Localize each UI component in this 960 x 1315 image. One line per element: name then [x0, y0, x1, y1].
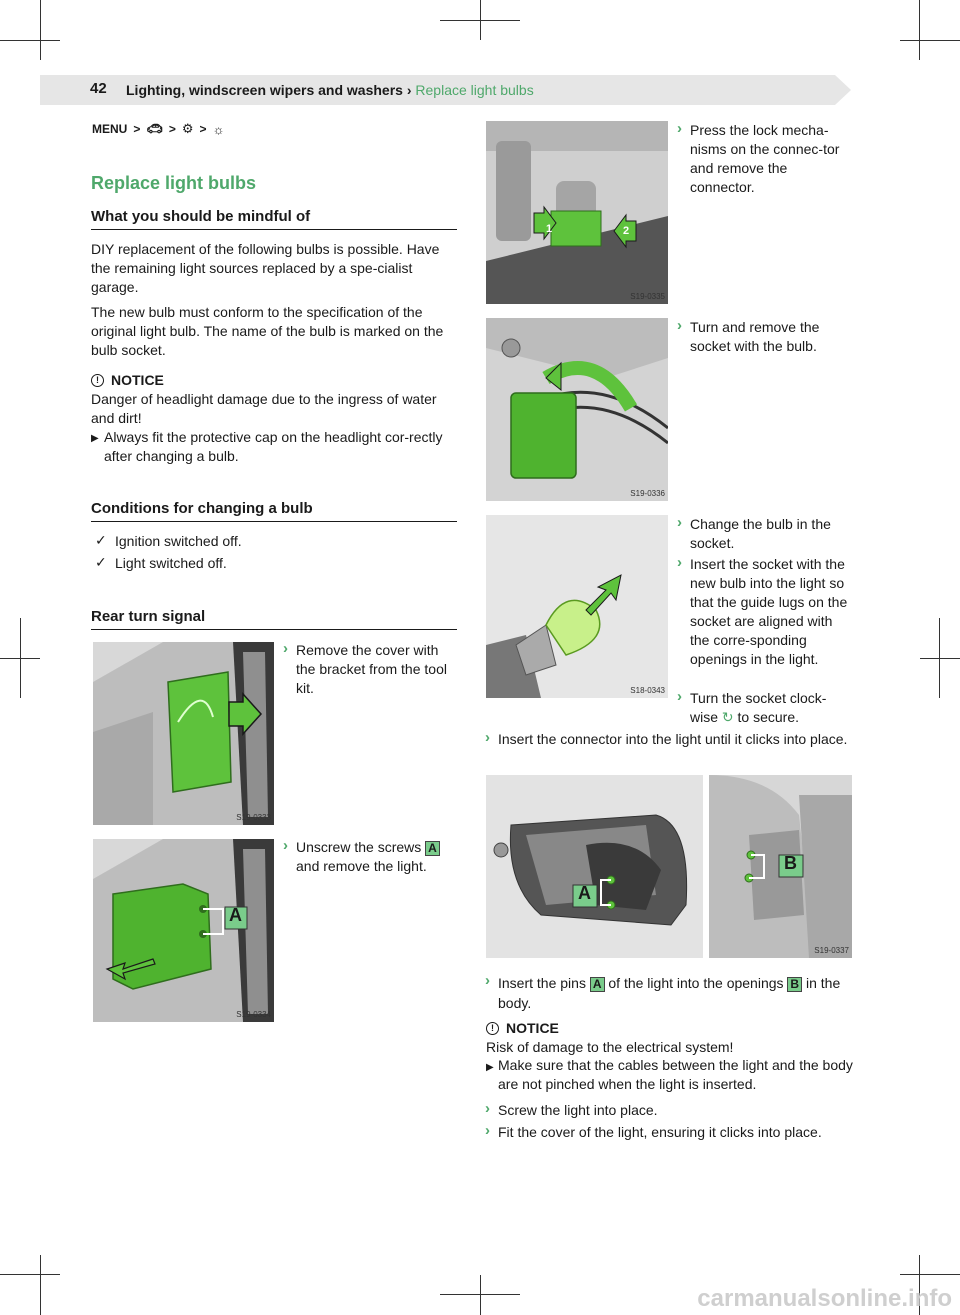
light-icon[interactable]: ☼	[212, 121, 225, 137]
step-text-part: Insert the pins	[498, 975, 586, 991]
step-arrow-icon: ›	[283, 837, 288, 854]
step-arrow-icon: ›	[677, 120, 682, 137]
watermark: carmanualsonline.info	[697, 1285, 952, 1312]
step-text: Remove the cover with the bracket from the tool kit.	[296, 642, 447, 696]
step-arrow-icon: ›	[677, 317, 682, 334]
bullet-arrow-icon: ▶	[486, 1062, 494, 1073]
page-number: 42	[90, 80, 107, 97]
illustration-svg	[486, 515, 668, 698]
step-arrow-icon: ›	[485, 972, 490, 989]
paragraph: DIY replacement of the following bulbs is possible. Have the remaining light sources replaced by a spe-cialist garage.	[91, 241, 440, 295]
crop-mark	[480, 1275, 481, 1315]
notice-item: Make sure that the cables between the light and the body are not pinched when the light is inserted.	[498, 1057, 853, 1092]
step-arrow-icon: ›	[677, 554, 682, 571]
illustration-remove-cover	[93, 642, 274, 825]
image-code: S19-0333	[236, 813, 271, 822]
image-code: S19-0335	[630, 292, 665, 301]
notice-label: NOTICE	[111, 372, 164, 388]
step-arrow-icon: ›	[485, 729, 490, 746]
step-text	[296, 838, 458, 876]
notice-text: Risk of damage to the electrical system!	[486, 1039, 734, 1055]
menu-label[interactable]: MENU	[92, 122, 128, 136]
crop-mark	[939, 618, 940, 698]
illustration-bulb	[486, 515, 668, 698]
crop-mark	[0, 40, 60, 41]
check-icon: ✓	[95, 532, 107, 548]
callout-number: 2	[623, 225, 630, 237]
illustration-unscrew	[93, 839, 274, 1022]
car-icon[interactable]: 🚗︎	[146, 121, 163, 136]
info-icon: !	[486, 1022, 499, 1035]
crop-mark	[40, 1255, 41, 1315]
step-arrow-icon: ›	[283, 640, 288, 657]
check-icon: ✓	[95, 554, 107, 570]
step-text: Turn and remove the socket with the bulb.	[690, 319, 820, 354]
notice-text: Danger of headlight damage due to the ingress of water and dirt!	[91, 391, 437, 426]
step-text: Fit the cover of the light, ensuring it clicks into place.	[498, 1124, 822, 1140]
illustration-svg	[486, 775, 703, 958]
illustration-svg	[486, 121, 668, 304]
bullet-arrow-icon: ▶	[91, 433, 99, 444]
callout-badge: A	[590, 977, 605, 992]
heading-rear-turn-signal: Rear turn signal	[91, 608, 457, 630]
step-text-part: of the light into the openings	[608, 975, 784, 991]
notice-heading	[486, 1020, 559, 1036]
step-text-part: and remove the light.	[296, 858, 427, 874]
notice-item: Always fit the protective cap on the headlight cor-rectly after changing a bulb.	[104, 429, 443, 464]
step-text: Insert the connector into the light until it clicks into place.	[498, 731, 848, 747]
step-text-part: in the body.	[498, 975, 841, 1011]
callout-badge: A	[425, 841, 440, 856]
header-breadcrumb	[126, 82, 534, 98]
illustration-light-pins	[486, 775, 703, 958]
step-arrow-icon: ›	[677, 688, 682, 705]
nav-path	[92, 121, 224, 137]
callout-label: A	[578, 883, 591, 903]
image-code: S18-0343	[630, 686, 665, 695]
step-text-part: Turn the socket clock-wise	[690, 690, 827, 725]
callout-label: B	[784, 853, 797, 873]
header-title: Lighting, windscreen wipers and washers	[126, 82, 403, 98]
step-text-part: Unscrew the screws	[296, 839, 422, 855]
callout-number: 1	[546, 223, 553, 235]
image-code: S19-0337	[814, 946, 849, 955]
paragraph: The new bulb must conform to the specification of the original light bulb. The name of the bulb is marked on the bulb socket.	[91, 304, 444, 358]
step-arrow-icon: ›	[485, 1100, 490, 1117]
crop-mark	[900, 40, 960, 41]
nav-separator: >	[199, 122, 207, 136]
image-code: S19-0336	[630, 489, 665, 498]
step-text-part: to secure.	[737, 709, 800, 725]
crop-mark	[920, 658, 960, 659]
step-text: Screw the light into place.	[498, 1102, 658, 1118]
heading-mindful: What you should be mindful of	[91, 208, 457, 230]
crop-mark	[20, 618, 21, 698]
info-icon: !	[91, 374, 104, 387]
gears-icon[interactable]: ⚙	[181, 121, 194, 136]
header-separator: ›	[402, 82, 416, 98]
crop-mark	[900, 1274, 960, 1275]
illustration-body-openings	[709, 775, 852, 958]
nav-separator: >	[133, 122, 141, 136]
step-arrow-icon: ›	[485, 1122, 490, 1139]
nav-separator: >	[168, 122, 176, 136]
illustration-svg	[709, 775, 852, 958]
step-text	[498, 973, 854, 1013]
step-text: Change the bulb in the socket.	[690, 516, 831, 551]
header-subtitle[interactable]: Replace light bulbs	[415, 82, 534, 98]
crop-mark	[480, 0, 481, 40]
callout-badge: B	[787, 977, 802, 992]
notice-label: NOTICE	[506, 1020, 559, 1036]
condition-item: Light switched off.	[115, 555, 227, 571]
heading-conditions: Conditions for changing a bulb	[91, 500, 457, 522]
illustration-svg	[486, 318, 668, 501]
clockwise-icon: ↻	[721, 709, 734, 725]
step-text: Press the lock mecha-nisms on the connec-tor and remove the connector.	[690, 122, 840, 195]
step-arrow-icon: ›	[677, 514, 682, 531]
crop-mark	[919, 0, 920, 60]
crop-mark	[0, 1274, 60, 1275]
illustration-connector	[486, 121, 668, 304]
illustration-svg	[93, 839, 274, 1022]
illustration-socket	[486, 318, 668, 501]
condition-item: Ignition switched off.	[115, 533, 242, 549]
notice-heading	[91, 372, 164, 388]
image-code: S19-0334	[236, 1010, 271, 1019]
section-title: Replace light bulbs	[91, 173, 257, 193]
illustration-svg	[93, 642, 274, 825]
step-text	[690, 689, 850, 727]
step-text: Insert the socket with the new bulb into the light so that the guide lugs on the socket are aligned with the corre-sponding openings in the light.	[690, 556, 848, 667]
crop-mark	[40, 0, 41, 60]
callout-label: A	[229, 905, 242, 925]
